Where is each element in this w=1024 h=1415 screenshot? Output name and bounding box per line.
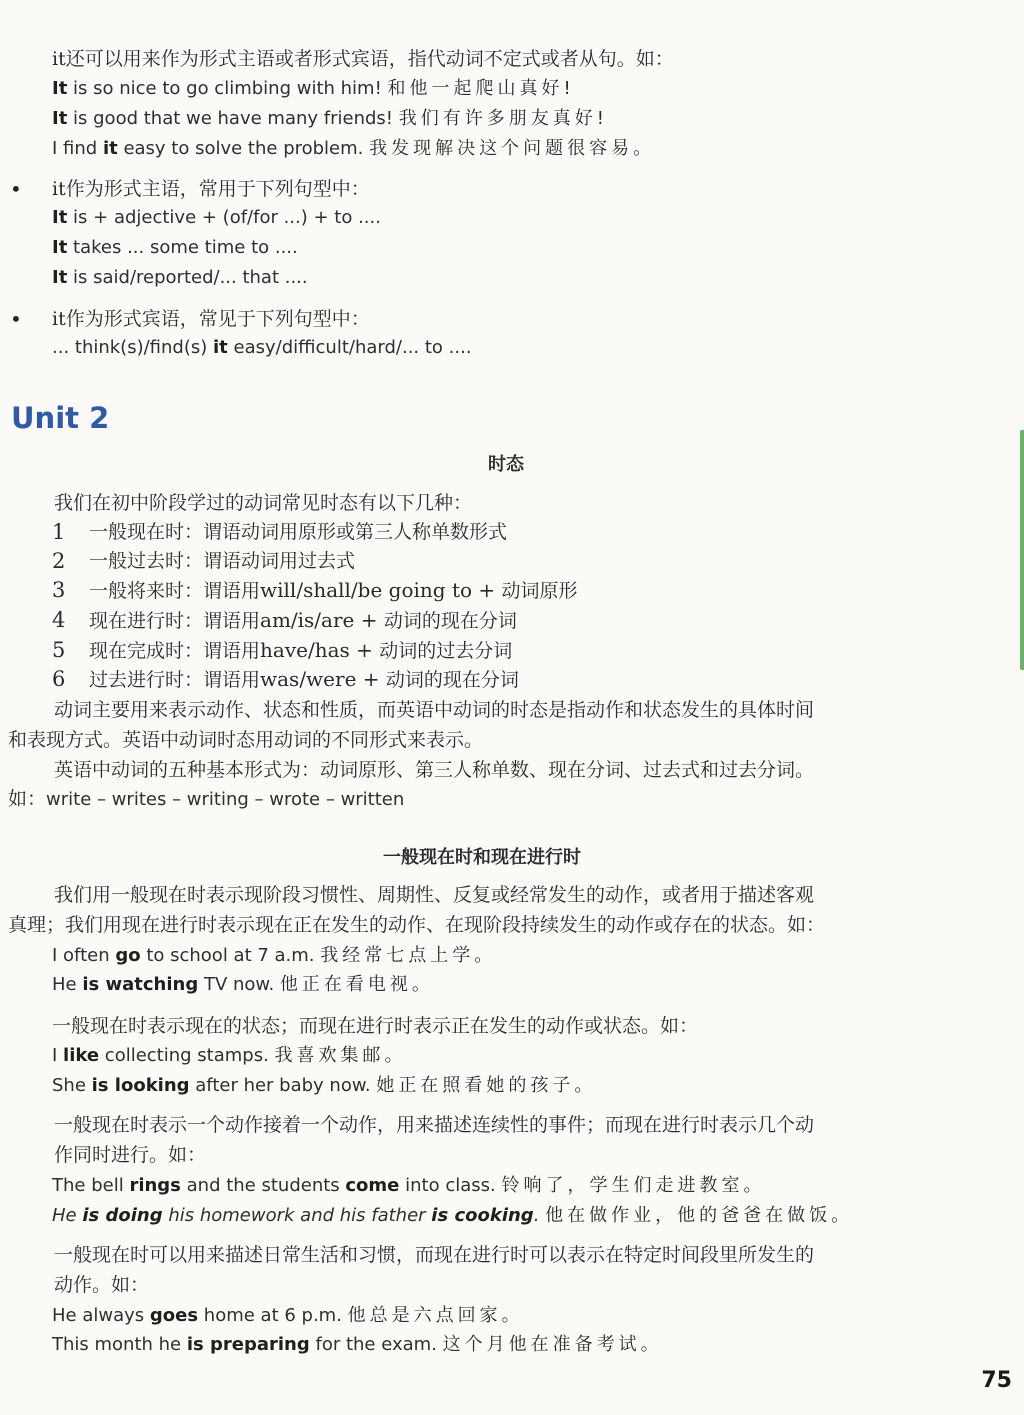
paragraph-line: 一般现在时表示一个动作接着一个动作，用来描述连续性的事件；而现在进行时表示几个动 [54, 1114, 815, 1136]
pattern-line: It takes ... some time to .... [52, 237, 298, 258]
paragraph-line: 动词主要用来表示动作、状态和性质，而英语中动词的时态是指动作和状态发生的具体时间 [54, 699, 815, 721]
example-sentence: This month he is preparing for the exam. 这个月他在准备考试。 [52, 1334, 663, 1355]
bullet-title: it作为形式宾语，常见于下列句型中： [52, 308, 370, 330]
pattern-line: ... think(s)/find(s) it easy/difficult/hard/... to .... [52, 337, 472, 358]
paragraph-line: 作同时进行。如： [54, 1144, 207, 1166]
paragraph-line: 我们用一般现在时表示现阶段习惯性、周期性、反复或经常发生的动作，或者用于描述客观 [54, 884, 815, 906]
list-item: 一般过去时：谓语动词用过去式 [89, 550, 356, 572]
bullet-icon: • [10, 307, 22, 331]
example-sentence: The bell rings and the students come into class. 铃响了，学生们走进教室。 [52, 1175, 766, 1196]
list-number: 4 [52, 608, 66, 632]
paragraph-line: 如：write – writes – writing – wrote – written [8, 788, 405, 810]
example-sentence: It is so nice to go climbing with him! 和他一起爬山真好! [52, 78, 575, 99]
list-number: 5 [52, 638, 66, 662]
list-item: 一般将来时：谓语用will/shall/be going to + 动词原形 [89, 578, 578, 602]
example-sentence: She is looking after her baby now. 她正在照看她的孩子。 [52, 1075, 597, 1096]
unit-title: Unit 2 [11, 401, 110, 435]
list-item: 现在进行时：谓语用am/is/are + 动词的现在分词 [89, 608, 517, 632]
page-number: 75 [981, 1368, 1012, 1393]
example-sentence: I find it easy to solve the problem. 我发现解决这个问题很容易。 [52, 138, 656, 159]
intro-line: it还可以用来作为形式主语或者形式宾语，指代动词不定式或者从句。如： [52, 48, 674, 70]
example-sentence: I like collecting stamps. 我喜欢集邮。 [52, 1045, 407, 1066]
list-number: 2 [52, 549, 66, 573]
example-sentence: I often go to school at 7 a.m. 我经常七点上学。 [52, 945, 497, 966]
page-edge-tab [1020, 430, 1024, 670]
list-item: 过去进行时：谓语用was/were + 动词的现在分词 [89, 667, 519, 691]
section-heading: 一般现在时和现在进行时 [383, 847, 581, 868]
paragraph-line: 英语中动词的五种基本形式为：动词原形、第三人称单数、现在分词、过去式和过去分词。 [54, 759, 815, 781]
example-sentence: It is good that we have many friends! 我们有许多朋友真好! [52, 108, 608, 129]
list-number: 1 [52, 520, 66, 544]
section-intro: 我们在初中阶段学过的动词常见时态有以下几种： [54, 492, 473, 514]
list-item: 现在完成时：谓语用have/has + 动词的过去分词 [89, 638, 513, 662]
paragraph-line: 动作。如： [54, 1274, 150, 1296]
list-number: 3 [52, 578, 66, 602]
pattern-line: It is + adjective + (of/for ...) + to .... [52, 207, 381, 228]
example-sentence: He is doing his homework and his father is cooking. 他在做作业，他的爸爸在做饭。 [52, 1205, 854, 1226]
paragraph-line: 和表现方式。英语中动词时态用动词的不同形式来表示。 [8, 729, 484, 751]
bullet-title: it作为形式主语，常用于下列句型中： [52, 178, 370, 200]
section-heading: 时态 [488, 454, 524, 475]
example-sentence: He always goes home at 6 p.m. 他总是六点回家。 [52, 1305, 524, 1326]
pattern-line: It is said/reported/... that .... [52, 267, 308, 288]
bullet-icon: • [10, 177, 22, 201]
list-item: 一般现在时：谓语动词用原形或第三人称单数形式 [89, 521, 508, 543]
list-number: 6 [52, 667, 66, 691]
paragraph-line: 一般现在时可以用来描述日常生活和习惯，而现在进行时可以表示在特定时间段里所发生的 [54, 1244, 815, 1266]
paragraph-line: 真理；我们用现在进行时表示现在正在发生的动作、在现阶段持续发生的动作或存在的状态。如： [8, 914, 826, 936]
paragraph-line: 一般现在时表示现在的状态；而现在进行时表示正在发生的动作或状态。如： [52, 1015, 699, 1037]
example-sentence: He is watching TV now. 他正在看电视。 [52, 974, 434, 995]
